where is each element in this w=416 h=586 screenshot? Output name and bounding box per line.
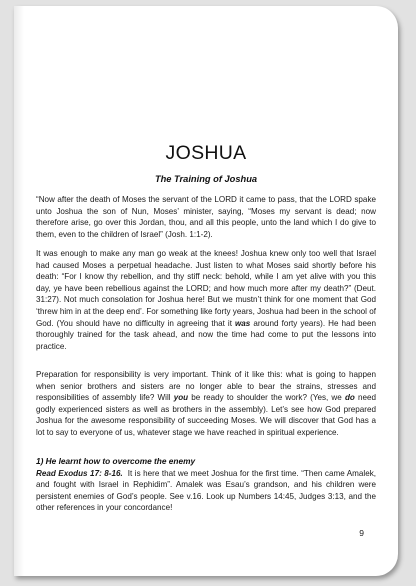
- paragraph-2: [36, 248, 376, 352]
- paragraph-3-emphasis-do: do: [344, 393, 355, 403]
- point-1-paragraph: [36, 468, 376, 514]
- point-1-heading: 1) He learnt how to overcome the enemy: [36, 456, 196, 466]
- book-page: [14, 6, 398, 576]
- section-title: The Training of Joshua: [154, 174, 258, 184]
- page-number: 9: [359, 528, 364, 538]
- paragraph-2-block: [36, 248, 376, 352]
- paragraph-3: [36, 369, 376, 439]
- point-1-reference: Read Exodus 17: 8-16.: [36, 468, 123, 478]
- paragraph-1: “Now after the death of Moses the servant of the LORD it came to pass, that the LORD spake unto Joshua the son of Nun, Moses’ minister, saying, “Moses my servant is dead; now therefore arise, go over this Jordan, thou, and all this people, unto the land which I do give to them, even to the children of Israel” (Josh. 1:1-2).: [36, 195, 376, 239]
- point-1-block: [36, 456, 376, 514]
- paragraph-2-emphasis: was: [235, 318, 251, 328]
- point-1-text: It is here that we meet Joshua for the first time. “Then came Amalek, and fought with Israel in Rephidim”. Amalek was Esau’s grandson, and his children were persistent enemies of God’s people. See v.16. Look up Numbers 14:45, Judges 3:13, and the other references in your concordance!: [36, 468, 377, 513]
- paragraph-3-block: [36, 369, 376, 439]
- paragraph-3-text-a: Preparation for responsibility is very important. Think of it like this: what is going to happen when senior brothers and sisters are no longer able to bear the strains, stresses and responsibilities of assembly life? Will: [36, 370, 376, 403]
- chapter-title: JOSHUA: [165, 142, 247, 164]
- paragraph-2-end: around forty years). He had been thoroughly trained for the task ahead, and now the time had come to put the lessons into practice.: [36, 318, 377, 351]
- paragraph-2-text: It was enough to make any man go weak at the knees! Joshua knew only too well that Israel had caused Moses a perpetual headache. Just listen to what Moses said shortly before his death: “For I know thy rebellion, and thy stiff neck: behold, while I am yet alive with you this day, ye have been rebellious against the LORD; and how much more after my death?” (Deut. 31:27). Not much consolation for Joshua here! But we mustn’t think for one moment that God ‘threw him in at the deep end’. For something like forty years, Joshua had been in the school of God. (You should have no difficulty in agreeing that it: [36, 249, 376, 328]
- paragraph-3-emphasis-you: you: [173, 393, 189, 403]
- page-curl-shadow: [14, 6, 24, 576]
- paragraph-3-text-b: be ready to shoulder the work? (Yes, we: [191, 393, 342, 403]
- paragraph-3-text-c: need godly experienced sisters as well as brothers in the assembly). Let’s see how God prepared Joshua for the awesome responsibility of succeeding Moses. We will discover that God has a lot to say to everyone of us, whatever stage we have reached in spiritual experience.: [36, 393, 377, 437]
- paragraph-1-block: [36, 194, 376, 240]
